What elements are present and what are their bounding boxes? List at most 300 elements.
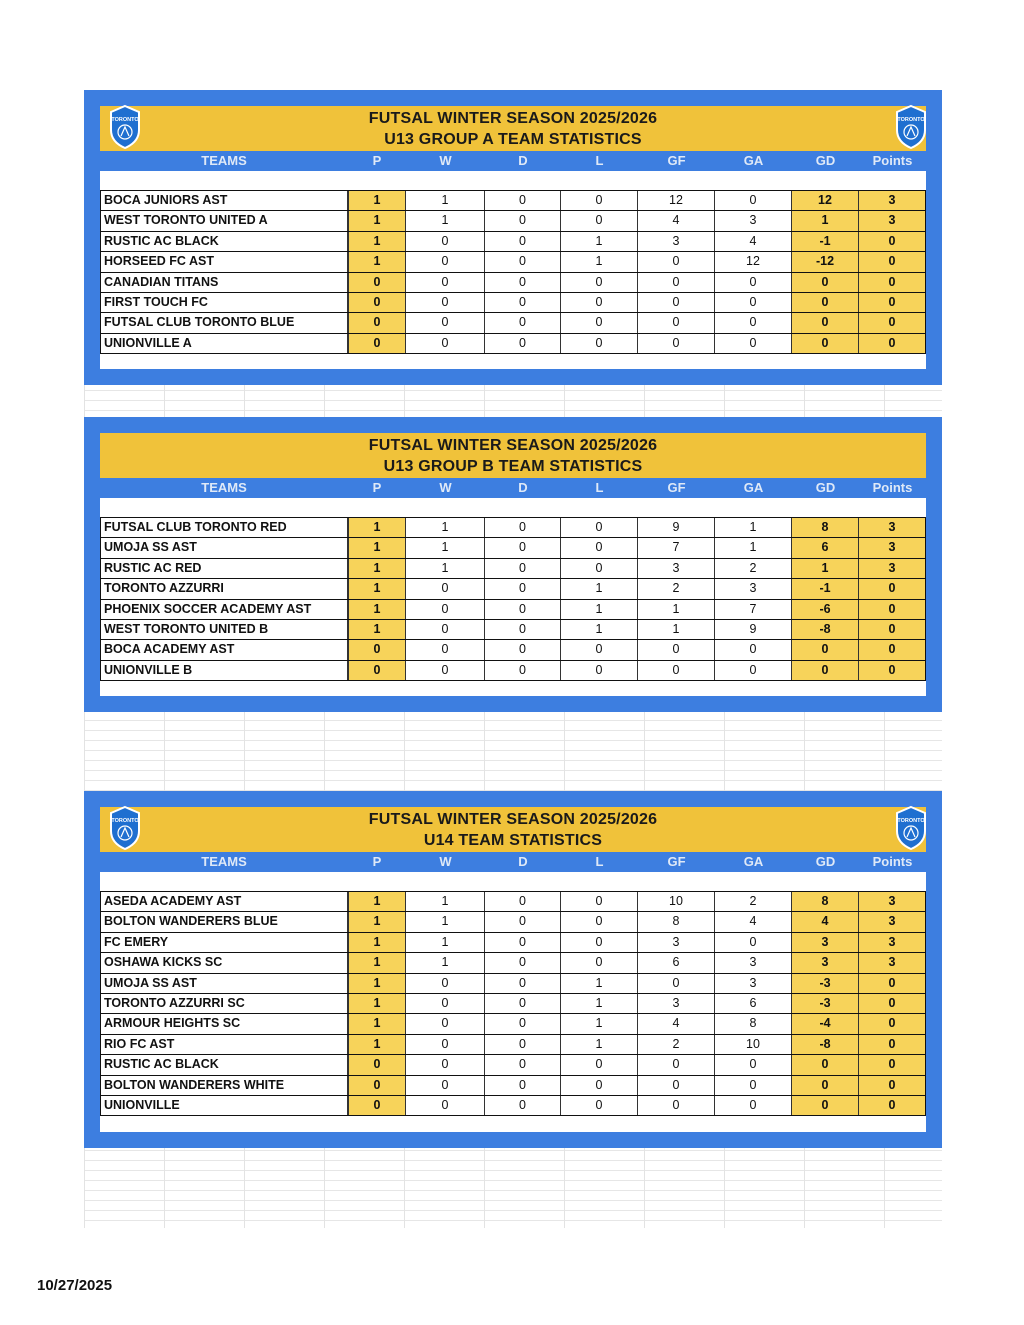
team-cell: CANADIAN TITANS [100,273,348,292]
team-cell: HORSEED FC AST [100,252,348,271]
table-row [100,974,926,994]
losses-cell: 0 [561,559,638,578]
team-cell: OSHAWA KICKS SC [100,953,348,972]
goals-for-cell: 3 [638,994,715,1013]
wins-cell: 0 [406,1014,485,1033]
column-header: D [518,153,528,168]
losses-cell: 1 [561,974,638,993]
points-cell: 0 [859,620,926,639]
played-cell: 1 [348,191,406,210]
goals-against-cell: 1 [715,538,792,557]
draws-cell: 0 [485,538,561,557]
goals-against-cell: 0 [715,933,792,952]
draws-cell: 0 [485,1014,561,1033]
points-cell: 0 [859,1055,926,1074]
goals-for-cell: 4 [638,211,715,230]
column-header: GF [667,480,686,495]
table-row [100,661,926,681]
draws-cell: 0 [485,953,561,972]
goal-difference-cell: -8 [792,620,859,639]
team-cell: BOCA JUNIORS AST [100,191,348,210]
table-title: FUTSAL WINTER SEASON 2025/2026 [368,109,658,127]
print-date: 10/27/2025 [37,1277,113,1294]
table-banner [100,433,926,478]
wins-cell: 0 [406,273,485,292]
table-banner [100,807,926,852]
goals-for-cell: 9 [638,518,715,537]
losses-cell: 1 [561,1035,638,1054]
table-banner [100,106,926,151]
column-header: Points [872,854,913,869]
table-row [100,994,926,1014]
team-cell: TORONTO AZZURRI SC [100,994,348,1013]
table-row [100,600,926,620]
column-header: GD [815,153,836,168]
points-cell: 3 [859,211,926,230]
draws-cell: 0 [485,313,561,332]
toronto-crest-icon [894,805,928,851]
points-cell: 3 [859,892,926,911]
played-cell: 1 [348,620,406,639]
toronto-crest-icon [108,104,142,150]
goals-for-cell: 0 [638,1055,715,1074]
played-cell: 1 [348,538,406,557]
draws-cell: 0 [485,293,561,312]
goal-difference-cell: -3 [792,974,859,993]
team-cell: ASEDA ACADEMY AST [100,892,348,911]
losses-cell: 1 [561,600,638,619]
losses-cell: 0 [561,892,638,911]
wins-cell: 0 [406,579,485,598]
column-header: TEAMS [201,153,247,168]
goal-difference-cell: 0 [792,1055,859,1074]
draws-cell: 0 [485,211,561,230]
goals-for-cell: 7 [638,538,715,557]
losses-cell: 1 [561,620,638,639]
wins-cell: 0 [406,293,485,312]
team-cell: FC EMERY [100,933,348,952]
played-cell: 1 [348,252,406,271]
losses-cell: 0 [561,1076,638,1095]
goals-for-cell: 0 [638,252,715,271]
goals-against-cell: 0 [715,191,792,210]
goals-against-cell: 2 [715,559,792,578]
goals-for-cell: 0 [638,293,715,312]
goals-against-cell: 12 [715,252,792,271]
points-cell: 0 [859,1096,926,1115]
points-cell: 3 [859,933,926,952]
goals-for-cell: 8 [638,912,715,931]
goals-for-cell: 4 [638,1014,715,1033]
table-row [100,912,926,932]
table-row [100,293,926,313]
column-header: W [439,854,452,869]
draws-cell: 0 [485,518,561,537]
losses-cell: 0 [561,191,638,210]
played-cell: 0 [348,1055,406,1074]
goals-for-cell: 10 [638,892,715,911]
table-row [100,273,926,293]
losses-cell: 0 [561,953,638,972]
table-row [100,953,926,973]
goals-for-cell: 6 [638,953,715,972]
losses-cell: 0 [561,273,638,292]
goal-difference-cell: 3 [792,933,859,952]
goal-difference-cell: -1 [792,579,859,598]
points-cell: 3 [859,912,926,931]
losses-cell: 0 [561,211,638,230]
draws-cell: 0 [485,579,561,598]
draws-cell: 0 [485,1096,561,1115]
goal-difference-cell: -6 [792,600,859,619]
table-row [100,1014,926,1034]
losses-cell: 0 [561,334,638,353]
team-cell: WEST TORONTO UNITED B [100,620,348,639]
column-header: GA [743,153,764,168]
draws-cell: 0 [485,191,561,210]
goals-against-cell: 0 [715,640,792,659]
goal-difference-cell: -4 [792,1014,859,1033]
goals-against-cell: 10 [715,1035,792,1054]
team-cell: BOLTON WANDERERS BLUE [100,912,348,931]
points-cell: 0 [859,293,926,312]
team-cell: ARMOUR HEIGHTS SC [100,1014,348,1033]
goal-difference-cell: 6 [792,538,859,557]
goal-difference-cell: 0 [792,273,859,292]
wins-cell: 1 [406,933,485,952]
goals-for-cell: 0 [638,661,715,680]
goal-difference-cell: -1 [792,232,859,251]
losses-cell: 1 [561,252,638,271]
table-panel-u13-group-a [84,90,942,385]
played-cell: 1 [348,974,406,993]
team-cell: FIRST TOUCH FC [100,293,348,312]
wins-cell: 1 [406,211,485,230]
goal-difference-cell: -3 [792,994,859,1013]
column-header: L [595,854,604,869]
goals-for-cell: 3 [638,933,715,952]
table-row [100,518,926,538]
wins-cell: 1 [406,892,485,911]
wins-cell: 0 [406,620,485,639]
played-cell: 1 [348,600,406,619]
table-subtitle: U13 GROUP B TEAM STATISTICS [383,457,643,475]
draws-cell: 0 [485,1035,561,1054]
points-cell: 3 [859,953,926,972]
losses-cell: 1 [561,994,638,1013]
draws-cell: 0 [485,620,561,639]
goal-difference-cell: 1 [792,559,859,578]
stats-table [100,517,926,681]
goals-against-cell: 8 [715,1014,792,1033]
team-cell: UMOJA SS AST [100,538,348,557]
draws-cell: 0 [485,334,561,353]
draws-cell: 0 [485,1076,561,1095]
played-cell: 1 [348,211,406,230]
goal-difference-cell: 0 [792,1096,859,1115]
table-title: FUTSAL WINTER SEASON 2025/2026 [368,810,658,828]
losses-cell: 0 [561,1055,638,1074]
column-header: GA [743,480,764,495]
goals-against-cell: 3 [715,211,792,230]
column-header: P [372,854,382,869]
goals-against-cell: 0 [715,1076,792,1095]
points-cell: 3 [859,538,926,557]
goals-against-cell: 1 [715,518,792,537]
column-header-row [100,478,926,498]
losses-cell: 0 [561,933,638,952]
team-cell: RUSTIC AC BLACK [100,1055,348,1074]
played-cell: 0 [348,640,406,659]
table-row [100,334,926,354]
table-row [100,1076,926,1096]
wins-cell: 1 [406,518,485,537]
losses-cell: 1 [561,1014,638,1033]
column-header-row [100,151,926,171]
toronto-crest-icon [894,104,928,150]
wins-cell: 0 [406,1096,485,1115]
team-cell: BOLTON WANDERERS WHITE [100,1076,348,1095]
table-row [100,620,926,640]
played-cell: 1 [348,1035,406,1054]
goals-against-cell: 0 [715,334,792,353]
points-cell: 0 [859,994,926,1013]
table-title: FUTSAL WINTER SEASON 2025/2026 [368,436,658,454]
played-cell: 0 [348,1096,406,1115]
points-cell: 3 [859,518,926,537]
svg-text:TORONTO: TORONTO [111,117,139,123]
goals-for-cell: 0 [638,273,715,292]
goals-against-cell: 0 [715,313,792,332]
losses-cell: 0 [561,313,638,332]
goals-for-cell: 3 [638,559,715,578]
column-header: TEAMS [201,854,247,869]
draws-cell: 0 [485,661,561,680]
goal-difference-cell: 0 [792,293,859,312]
table-row [100,933,926,953]
column-header-row [100,852,926,872]
team-cell: FUTSAL CLUB TORONTO RED [100,518,348,537]
played-cell: 0 [348,1076,406,1095]
wins-cell: 0 [406,640,485,659]
goals-for-cell: 3 [638,232,715,251]
played-cell: 0 [348,313,406,332]
svg-text:TORONTO: TORONTO [897,818,925,824]
column-header: P [372,480,382,495]
column-header: GA [743,854,764,869]
goals-against-cell: 3 [715,953,792,972]
played-cell: 1 [348,559,406,578]
draws-cell: 0 [485,273,561,292]
losses-cell: 0 [561,538,638,557]
team-cell: WEST TORONTO UNITED A [100,211,348,230]
played-cell: 1 [348,933,406,952]
losses-cell: 1 [561,232,638,251]
wins-cell: 0 [406,1035,485,1054]
table-row [100,191,926,211]
column-header: GF [667,854,686,869]
goals-against-cell: 2 [715,892,792,911]
wins-cell: 0 [406,974,485,993]
column-header: L [595,153,604,168]
goals-against-cell: 3 [715,579,792,598]
column-header: D [518,854,528,869]
played-cell: 0 [348,293,406,312]
wins-cell: 1 [406,953,485,972]
wins-cell: 0 [406,1055,485,1074]
team-cell: RUSTIC AC RED [100,559,348,578]
points-cell: 0 [859,273,926,292]
goals-for-cell: 0 [638,313,715,332]
losses-cell: 0 [561,1096,638,1115]
goal-difference-cell: 3 [792,953,859,972]
losses-cell: 0 [561,661,638,680]
table-row [100,252,926,272]
table-panel-u14 [84,791,942,1148]
goals-against-cell: 4 [715,912,792,931]
team-cell: RUSTIC AC BLACK [100,232,348,251]
table-row [100,1096,926,1116]
goal-difference-cell: -12 [792,252,859,271]
table-panel-u13-group-b [84,417,942,712]
draws-cell: 0 [485,933,561,952]
draws-cell: 0 [485,912,561,931]
wins-cell: 0 [406,1076,485,1095]
losses-cell: 1 [561,579,638,598]
table-subtitle: U13 GROUP A TEAM STATISTICS [384,130,642,148]
column-header: W [439,480,452,495]
goals-for-cell: 12 [638,191,715,210]
goal-difference-cell: 0 [792,1076,859,1095]
points-cell: 0 [859,1076,926,1095]
table-row [100,538,926,558]
goals-for-cell: 2 [638,1035,715,1054]
team-cell: UNIONVILLE B [100,661,348,680]
goals-against-cell: 9 [715,620,792,639]
team-cell: UNIONVILLE [100,1096,348,1115]
column-header: D [518,480,528,495]
draws-cell: 0 [485,252,561,271]
goals-against-cell: 4 [715,232,792,251]
wins-cell: 1 [406,538,485,557]
points-cell: 0 [859,974,926,993]
draws-cell: 0 [485,994,561,1013]
goals-for-cell: 1 [638,620,715,639]
wins-cell: 0 [406,994,485,1013]
goal-difference-cell: -8 [792,1035,859,1054]
svg-text:TORONTO: TORONTO [897,117,925,123]
goal-difference-cell: 0 [792,640,859,659]
table-row [100,211,926,231]
wins-cell: 0 [406,232,485,251]
goals-for-cell: 0 [638,1096,715,1115]
losses-cell: 0 [561,293,638,312]
goal-difference-cell: 8 [792,518,859,537]
goals-against-cell: 0 [715,273,792,292]
table-row [100,640,926,660]
team-cell: PHOENIX SOCCER ACADEMY AST [100,600,348,619]
wins-cell: 0 [406,313,485,332]
table-subtitle: U14 TEAM STATISTICS [423,831,603,849]
team-cell: UMOJA SS AST [100,974,348,993]
draws-cell: 0 [485,1055,561,1074]
played-cell: 1 [348,912,406,931]
goal-difference-cell: 0 [792,313,859,332]
points-cell: 3 [859,191,926,210]
points-cell: 0 [859,579,926,598]
table-row [100,579,926,599]
team-cell: RIO FC AST [100,1035,348,1054]
wins-cell: 0 [406,334,485,353]
losses-cell: 0 [561,912,638,931]
wins-cell: 0 [406,252,485,271]
goal-difference-cell: 0 [792,334,859,353]
draws-cell: 0 [485,640,561,659]
team-cell: FUTSAL CLUB TORONTO BLUE [100,313,348,332]
points-cell: 0 [859,252,926,271]
draws-cell: 0 [485,892,561,911]
draws-cell: 0 [485,974,561,993]
played-cell: 1 [348,994,406,1013]
goals-against-cell: 0 [715,661,792,680]
played-cell: 1 [348,1014,406,1033]
goals-for-cell: 0 [638,974,715,993]
goals-for-cell: 1 [638,600,715,619]
goals-against-cell: 7 [715,600,792,619]
points-cell: 0 [859,334,926,353]
table-row [100,232,926,252]
goals-against-cell: 0 [715,1096,792,1115]
played-cell: 1 [348,892,406,911]
table-row [100,892,926,912]
points-cell: 3 [859,559,926,578]
points-cell: 0 [859,1014,926,1033]
team-cell: BOCA ACADEMY AST [100,640,348,659]
goals-against-cell: 0 [715,293,792,312]
played-cell: 1 [348,579,406,598]
goals-against-cell: 3 [715,974,792,993]
wins-cell: 0 [406,600,485,619]
played-cell: 1 [348,518,406,537]
wins-cell: 1 [406,191,485,210]
table-row [100,1035,926,1055]
draws-cell: 0 [485,559,561,578]
losses-cell: 0 [561,518,638,537]
played-cell: 1 [348,232,406,251]
goal-difference-cell: 4 [792,912,859,931]
played-cell: 0 [348,334,406,353]
draws-cell: 0 [485,232,561,251]
goals-for-cell: 0 [638,640,715,659]
wins-cell: 1 [406,559,485,578]
column-header: W [439,153,452,168]
played-cell: 1 [348,953,406,972]
points-cell: 0 [859,600,926,619]
stats-table [100,190,926,354]
goal-difference-cell: 8 [792,892,859,911]
points-cell: 0 [859,661,926,680]
losses-cell: 0 [561,640,638,659]
column-header: GF [667,153,686,168]
draws-cell: 0 [485,600,561,619]
points-cell: 0 [859,313,926,332]
stats-table [100,891,926,1116]
goals-for-cell: 0 [638,334,715,353]
column-header: L [595,480,604,495]
column-header: GD [815,480,836,495]
column-header: TEAMS [201,480,247,495]
toronto-crest-icon [108,805,142,851]
